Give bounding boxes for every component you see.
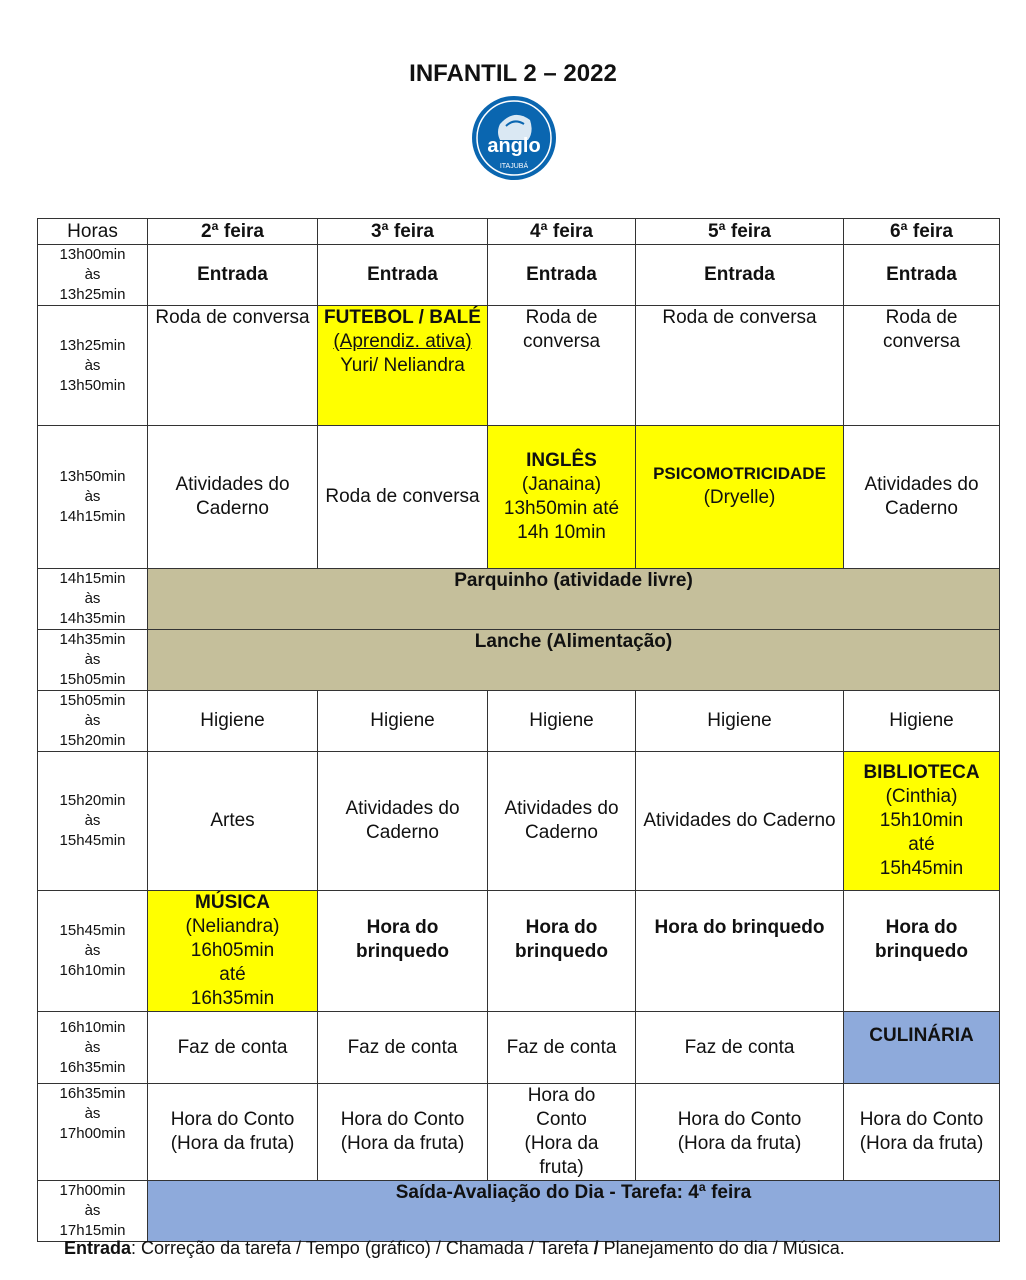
ingles-teacher: (Janaina): [521, 474, 602, 495]
futebol-title: FUTEBOL / BALÉ: [324, 307, 481, 328]
cell-hora-brinquedo: Hora do brinquedo: [636, 891, 844, 1012]
cell-roda-conversa: Roda de conversa: [636, 306, 844, 426]
psico-teacher: (Dryelle): [703, 487, 776, 508]
table-row: [38, 752, 1000, 891]
header-day-wednesday: 4ª feira: [488, 219, 636, 245]
header-day-thursday: 5ª feira: [636, 219, 844, 245]
biblioteca-title: BIBLIOTECA: [863, 762, 980, 783]
cell-hora-conto: Hora do Conto (Hora da fruta): [636, 1084, 844, 1181]
table-row: [38, 1012, 1000, 1084]
futebol-note: (Aprendiz. ativa): [333, 331, 472, 352]
time-slot: 15h20min às 15h45min: [38, 752, 148, 891]
time-slot: 14h35min às 15h05min: [38, 630, 148, 691]
time-slot: 15h05min às 15h20min: [38, 691, 148, 752]
cell-hora-conto: Hora do Conto (Hora da fruta): [318, 1084, 488, 1181]
cell-futebol-bale: [318, 306, 488, 426]
cell-atividades-caderno: Atividades do Caderno: [148, 426, 318, 569]
table-row: [38, 630, 1000, 691]
biblioteca-teacher: (Cinthia): [885, 786, 958, 807]
cell-entrada: Entrada: [148, 245, 318, 306]
cell-faz-de-conta: Faz de conta: [488, 1012, 636, 1084]
cell-artes: Artes: [148, 752, 318, 891]
time-slot: 15h45min às 16h10min: [38, 891, 148, 1012]
time-slot: 13h25min às 13h50min: [38, 306, 148, 426]
cell-hora-conto: Hora do Conto (Hora da fruta): [148, 1084, 318, 1181]
table-row: [38, 1084, 1000, 1181]
cell-higiene: Higiene: [148, 691, 318, 752]
cell-higiene: Higiene: [636, 691, 844, 752]
header-row: [38, 219, 1000, 245]
header-day-tuesday: 3ª feira: [318, 219, 488, 245]
footer-slash: /: [593, 1238, 599, 1258]
cell-atividades-caderno: Atividades do Caderno: [488, 752, 636, 891]
cell-hora-conto: Hora do Conto (Hora da fruta): [488, 1084, 636, 1181]
cell-parquinho: Parquinho (atividade livre): [148, 569, 1000, 630]
cell-atividades-caderno: Atividades do Caderno: [318, 752, 488, 891]
table-row: [38, 306, 1000, 426]
cell-lanche: Lanche (Alimentação): [148, 630, 1000, 691]
header-day-monday: 2ª feira: [148, 219, 318, 245]
ingles-title: INGLÊS: [526, 450, 597, 471]
table-row: [38, 245, 1000, 306]
table-row: [38, 569, 1000, 630]
cell-faz-de-conta: Faz de conta: [148, 1012, 318, 1084]
musica-teacher: (Neliandra): [185, 916, 280, 937]
anglo-logo: [470, 94, 558, 182]
footer-label: Entrada: [64, 1238, 132, 1258]
time-slot: 17h00min às 17h15min: [38, 1181, 148, 1242]
cell-higiene: Higiene: [488, 691, 636, 752]
time-slot: 16h10min às 16h35min: [38, 1012, 148, 1084]
cell-atividades-caderno: Atividades do Caderno: [636, 752, 844, 891]
table-row: [38, 1181, 1000, 1242]
logo-brand: anglo: [487, 135, 541, 157]
futebol-teachers: Yuri/ Neliandra: [340, 355, 465, 376]
cell-entrada: Entrada: [636, 245, 844, 306]
cell-entrada: Entrada: [844, 245, 1000, 306]
header-day-friday: 6ª feira: [844, 219, 1000, 245]
page-title: INFANTIL 2 – 2022: [409, 60, 617, 87]
cell-hora-brinquedo: Hora do brinquedo: [488, 891, 636, 1012]
time-slot: 13h00min às 13h25min: [38, 245, 148, 306]
header-hours: Horas: [38, 219, 148, 245]
cell-psicomotricidade: [636, 426, 844, 569]
cell-faz-de-conta: Faz de conta: [318, 1012, 488, 1084]
time-slot: 14h15min às 14h35min: [38, 569, 148, 630]
ingles-time: 13h50min até 14h 10min: [503, 498, 620, 543]
cell-hora-brinquedo: Hora do brinquedo: [844, 891, 1000, 1012]
cell-entrada: Entrada: [488, 245, 636, 306]
cell-atividades-caderno: Atividades do Caderno: [844, 426, 1000, 569]
logo-city: ITAJUBÁ: [499, 163, 529, 170]
cell-biblioteca: BIBLIOTECA (Cinthia) 15h10min até 15h45min: [844, 752, 1000, 891]
footer-part1: : Correção da tarefa / Tempo (gráfico) / Chamada / Tarefa: [131, 1238, 594, 1258]
cell-ingles: [488, 426, 636, 569]
cell-entrada: Entrada: [318, 245, 488, 306]
cell-hora-conto: Hora do Conto (Hora da fruta): [844, 1084, 1000, 1181]
cell-higiene: Higiene: [318, 691, 488, 752]
schedule-table: [37, 218, 1000, 1242]
cell-musica: MÚSICA (Neliandra) 16h05min até 16h35min: [148, 891, 318, 1012]
cell-higiene: Higiene: [844, 691, 1000, 752]
cell-roda-conversa: Roda de conversa: [488, 306, 636, 426]
cell-roda-conversa: Roda de conversa: [318, 426, 488, 569]
psico-title: PSICOMOTRICIDADE: [653, 464, 826, 483]
cell-hora-brinquedo: Hora do brinquedo: [318, 891, 488, 1012]
table-row: [38, 426, 1000, 569]
footer-note: [64, 1238, 845, 1259]
table-row: [38, 691, 1000, 752]
table-row: [38, 891, 1000, 1012]
cell-roda-conversa: Roda de conversa: [148, 306, 318, 426]
cell-saida: Saída-Avaliação do Dia - Tarefa: 4ª feira: [148, 1181, 1000, 1242]
musica-title: MÚSICA: [195, 892, 270, 913]
cell-roda-conversa: Roda de conversa: [844, 306, 1000, 426]
footer-part2: Planejamento do dia / Música.: [598, 1238, 845, 1258]
time-slot: 16h35min às 17h00min: [38, 1084, 148, 1181]
time-slot: 13h50min às 14h15min: [38, 426, 148, 569]
cell-faz-de-conta: Faz de conta: [636, 1012, 844, 1084]
cell-culinaria: CULINÁRIA: [844, 1012, 1000, 1084]
